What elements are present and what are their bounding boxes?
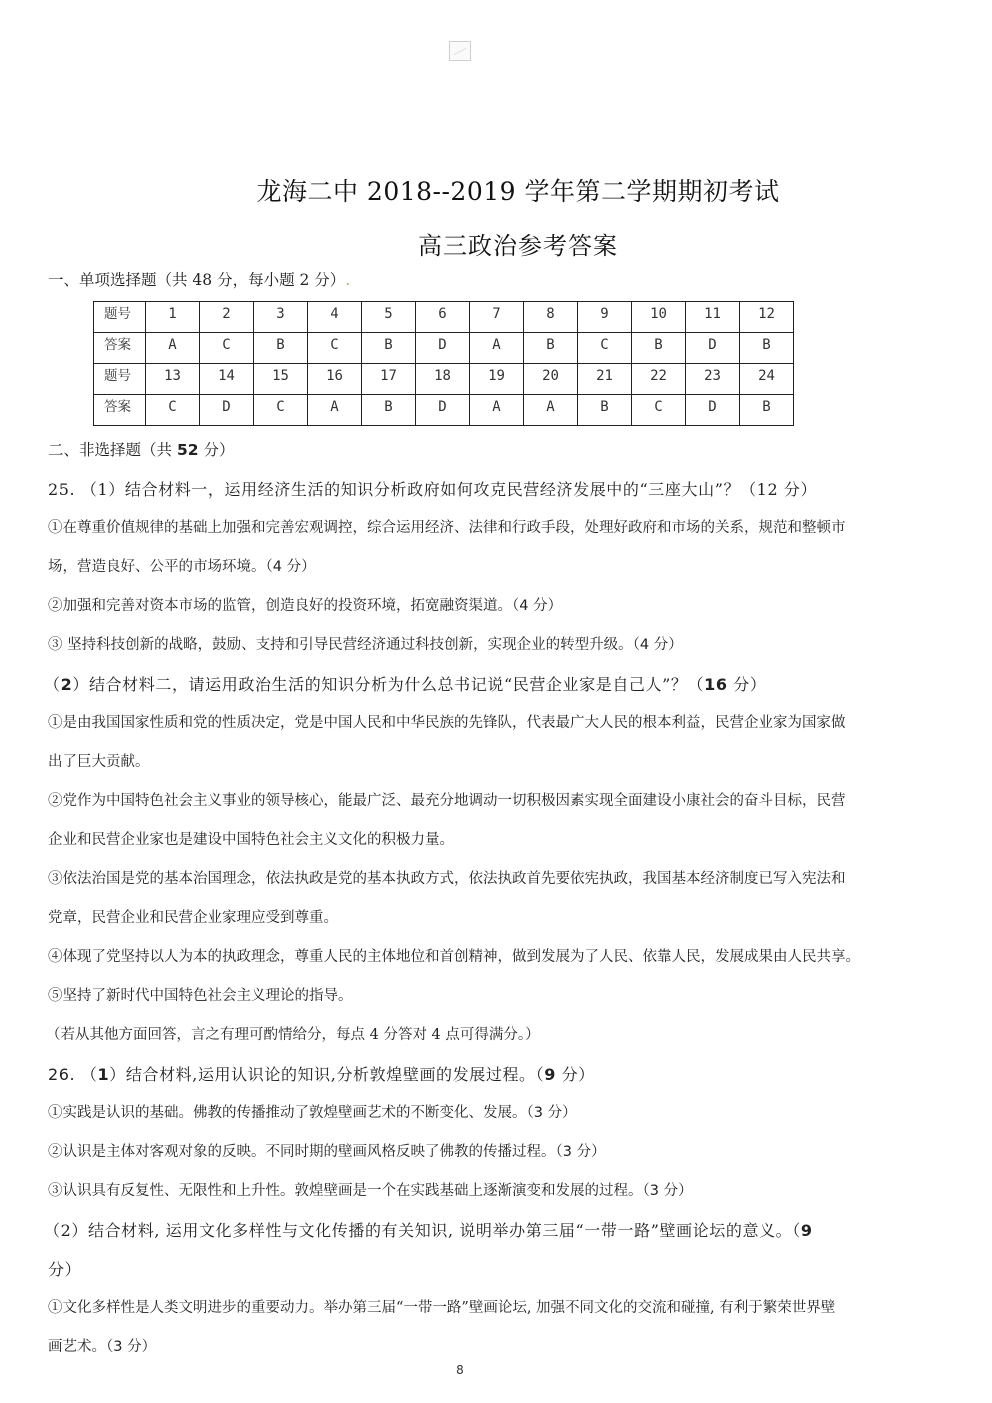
q26-part1-prompt xyxy=(48,1062,595,1085)
part-score: 16 xyxy=(704,675,728,694)
answer-cell: A xyxy=(146,333,200,364)
q26-p2-point1-line2 xyxy=(48,1335,156,1356)
question-cell: 24 xyxy=(740,364,794,395)
question-cell: 15 xyxy=(254,364,308,395)
q26-p1-point3 xyxy=(48,1179,693,1200)
q25-part2-prompt xyxy=(44,672,766,695)
question-cell: 10 xyxy=(632,302,686,333)
row-label-answer: 答案 xyxy=(94,333,146,364)
q25-p1-point2 xyxy=(48,594,562,615)
row-label-question: 题号 xyxy=(94,302,146,333)
answer-table xyxy=(93,301,794,426)
question-cell: 14 xyxy=(200,364,254,395)
answer-table-answer-row xyxy=(94,333,794,364)
section1-heading-text: 一、单项选择题（共 48 分，每小题 2 分） xyxy=(48,271,346,289)
answer-cell: D xyxy=(200,395,254,426)
row-label-question: 题号 xyxy=(94,364,146,395)
prompt-text: ）结合材料,运用认识论的知识,分析敦煌壁画的发展过程。（ xyxy=(109,1065,545,1084)
answer-cell: D xyxy=(416,333,470,364)
answer-cell: B xyxy=(632,333,686,364)
q25-p2-point4: ④体现了党坚持以人为本的执政理念，尊重人民的主体地位和首创精神，做到发展为了人民、依靠人民，发展成果由人民共享。 xyxy=(48,949,860,965)
answer-cell: C xyxy=(200,333,254,364)
prompt-end: 分） xyxy=(555,1065,595,1084)
prompt-end: 分） xyxy=(727,675,767,694)
answer-cell: B xyxy=(578,395,632,426)
question-cell: 16 xyxy=(308,364,362,395)
q25-p2-point2-line2: 企业和民营企业家也是建设中国特色社会主义文化的积极力量。 xyxy=(48,832,454,848)
point-score: （4 分） xyxy=(632,637,683,653)
section1-heading xyxy=(48,268,350,290)
part-score: 9 xyxy=(544,1065,556,1084)
point-text: ②认识是主体对客观对象的反映。不同时期的壁画风格反映了佛教的传播过程。 xyxy=(48,1144,556,1160)
question-cell: 11 xyxy=(686,302,740,333)
question-cell: 8 xyxy=(524,302,578,333)
point-text: ③ 坚持科技创新的战略，鼓励、支持和引导民营经济通过科技创新，实现企业的转型升级。 xyxy=(48,637,633,653)
answer-cell: B xyxy=(740,333,794,364)
question-cell: 22 xyxy=(632,364,686,395)
document-subtitle: 高三政治参考答案 xyxy=(418,232,618,260)
q25-p2-point2-line1: ②党作为中国特色社会主义事业的领导核心，能最广泛、最充分地调动一切积极因素实现全面建设小康社会的奋斗目标，民营 xyxy=(48,793,846,809)
point-text: 场，营造良好、公平的市场环境。 xyxy=(48,559,266,575)
question-cell: 12 xyxy=(740,302,794,333)
part-number: 1 xyxy=(97,1065,110,1084)
point-text: ②加强和完善对资本市场的监管，创造良好的投资环境，拓宽融资渠道。 xyxy=(48,598,512,614)
q25-p2-point5: ⑤坚持了新时代中国特色社会主义理论的指导。 xyxy=(48,988,353,1004)
part-number: 2 xyxy=(60,675,73,694)
point-score: （3 分） xyxy=(555,1144,606,1160)
answer-cell: C xyxy=(146,395,200,426)
page-number: 8 xyxy=(456,1363,464,1377)
q26-part2-prompt-line2: 分） xyxy=(48,1260,82,1279)
answer-cell: B xyxy=(524,333,578,364)
row-label-answer: 答案 xyxy=(94,395,146,426)
answer-table-question-row xyxy=(94,364,794,395)
q25-p2-point1-line2: 出了巨大贡献。 xyxy=(48,754,150,770)
point-text: 画艺术。 xyxy=(48,1339,106,1355)
question-cell: 9 xyxy=(578,302,632,333)
prompt-text: ）结合材料二，请运用政治生活的知识分析为什么总书记说“民营企业家是自己人”？（ xyxy=(72,675,705,694)
document-title: 龙海二中 2018--2019 学年第二学期期初考试 xyxy=(256,177,780,206)
paren: （ xyxy=(44,675,61,694)
question-cell: 21 xyxy=(578,364,632,395)
broken-image-icon xyxy=(449,41,471,61)
question-cell: 2 xyxy=(200,302,254,333)
point-text: ①实践是认识的基础。佛教的传播推动了敦煌壁画艺术的不断变化、发展。 xyxy=(48,1105,527,1121)
q25-part1-prompt: 25. （1）结合材料一，运用经济生活的知识分析政府如何攻克民营经济发展中的“三座大山”？（12 分） xyxy=(48,480,818,499)
q25-p2-point3-line1: ③依法治国是党的基本治国理念，依法执政是党的基本执政方式，依法执政首先要依宪执政，我国基本经济制度已写入宪法和 xyxy=(48,871,846,887)
question-cell: 1 xyxy=(146,302,200,333)
point-score: （4 分） xyxy=(512,598,563,614)
q25-p2-point1-line1: ①是由我国国家性质和党的性质决定，党是中国人民和中华民族的先锋队，代表最广大人民的根本利益，民营企业家为国家做 xyxy=(48,715,846,731)
answer-cell: D xyxy=(686,333,740,364)
answer-cell: A xyxy=(524,395,578,426)
question-cell: 20 xyxy=(524,364,578,395)
part-score: 9 xyxy=(800,1221,813,1240)
q25-p2-point3-line2: 党章，民营企业和民营企业家理应受到尊重。 xyxy=(48,910,338,926)
section2-heading-post: 分） xyxy=(198,441,235,459)
answer-cell: A xyxy=(470,395,524,426)
question-cell: 3 xyxy=(254,302,308,333)
section2-total-points: 52 xyxy=(176,441,199,459)
q26-p2-point1-line1: ①文化多样性是人类文明进步的重要动力。举办第三届“一带一路”壁画论坛, 加强不同文化的交流和碰撞, 有利于繁荣世界壁 xyxy=(48,1300,836,1316)
question-cell: 23 xyxy=(686,364,740,395)
answer-cell: C xyxy=(578,333,632,364)
question-cell: 7 xyxy=(470,302,524,333)
answer-cell: D xyxy=(416,395,470,426)
answer-cell: A xyxy=(308,395,362,426)
q25-p1-point1-line2 xyxy=(48,555,316,576)
q26-part2-prompt-line1 xyxy=(44,1218,813,1241)
point-score: （3 分） xyxy=(642,1183,693,1199)
question-cell: 4 xyxy=(308,302,362,333)
question-cell: 13 xyxy=(146,364,200,395)
question-cell: 5 xyxy=(362,302,416,333)
heading-trailing-dot: . xyxy=(345,271,351,289)
q25-p2-grading-note: （若从其他方面回答，言之有理可酌情给分，每点 4 分答对 4 点可得满分。） xyxy=(46,1027,540,1043)
answer-table-answer-row xyxy=(94,395,794,426)
point-score: （4 分） xyxy=(265,559,316,575)
point-text: ③认识具有反复性、无限性和上升性。敦煌壁画是一个在实践基础上逐渐演变和发展的过程。 xyxy=(48,1183,643,1199)
question-cell: 6 xyxy=(416,302,470,333)
prompt-text: （2）结合材料, 运用文化多样性与文化传播的有关知识, 说明举办第三届“一带一路”壁画论坛的意义。（ xyxy=(44,1221,801,1240)
point-score: （3 分） xyxy=(526,1105,577,1121)
q25-p1-point3 xyxy=(48,633,683,654)
question-cell: 18 xyxy=(416,364,470,395)
point-score: （3 分） xyxy=(106,1339,157,1355)
answer-cell: C xyxy=(632,395,686,426)
question-cell: 17 xyxy=(362,364,416,395)
section2-heading xyxy=(48,438,234,460)
answer-cell: B xyxy=(254,333,308,364)
answer-cell: A xyxy=(470,333,524,364)
answer-cell: C xyxy=(308,333,362,364)
q25-p1-point1-line1: ①在尊重价值规律的基础上加强和完善宏观调控，综合运用经济、法律和行政手段，处理好政府和市场的关系，规范和整顿市 xyxy=(48,520,846,536)
section2-heading-pre: 二、非选择题（共 xyxy=(48,441,177,459)
question-number: 26. （ xyxy=(48,1065,98,1084)
answer-table-question-row xyxy=(94,302,794,333)
q26-p1-point2 xyxy=(48,1140,606,1161)
answer-cell: B xyxy=(362,333,416,364)
answer-cell: D xyxy=(686,395,740,426)
answer-cell: C xyxy=(254,395,308,426)
q26-p1-point1 xyxy=(48,1101,577,1122)
answer-cell: B xyxy=(740,395,794,426)
answer-cell: B xyxy=(362,395,416,426)
question-cell: 19 xyxy=(470,364,524,395)
